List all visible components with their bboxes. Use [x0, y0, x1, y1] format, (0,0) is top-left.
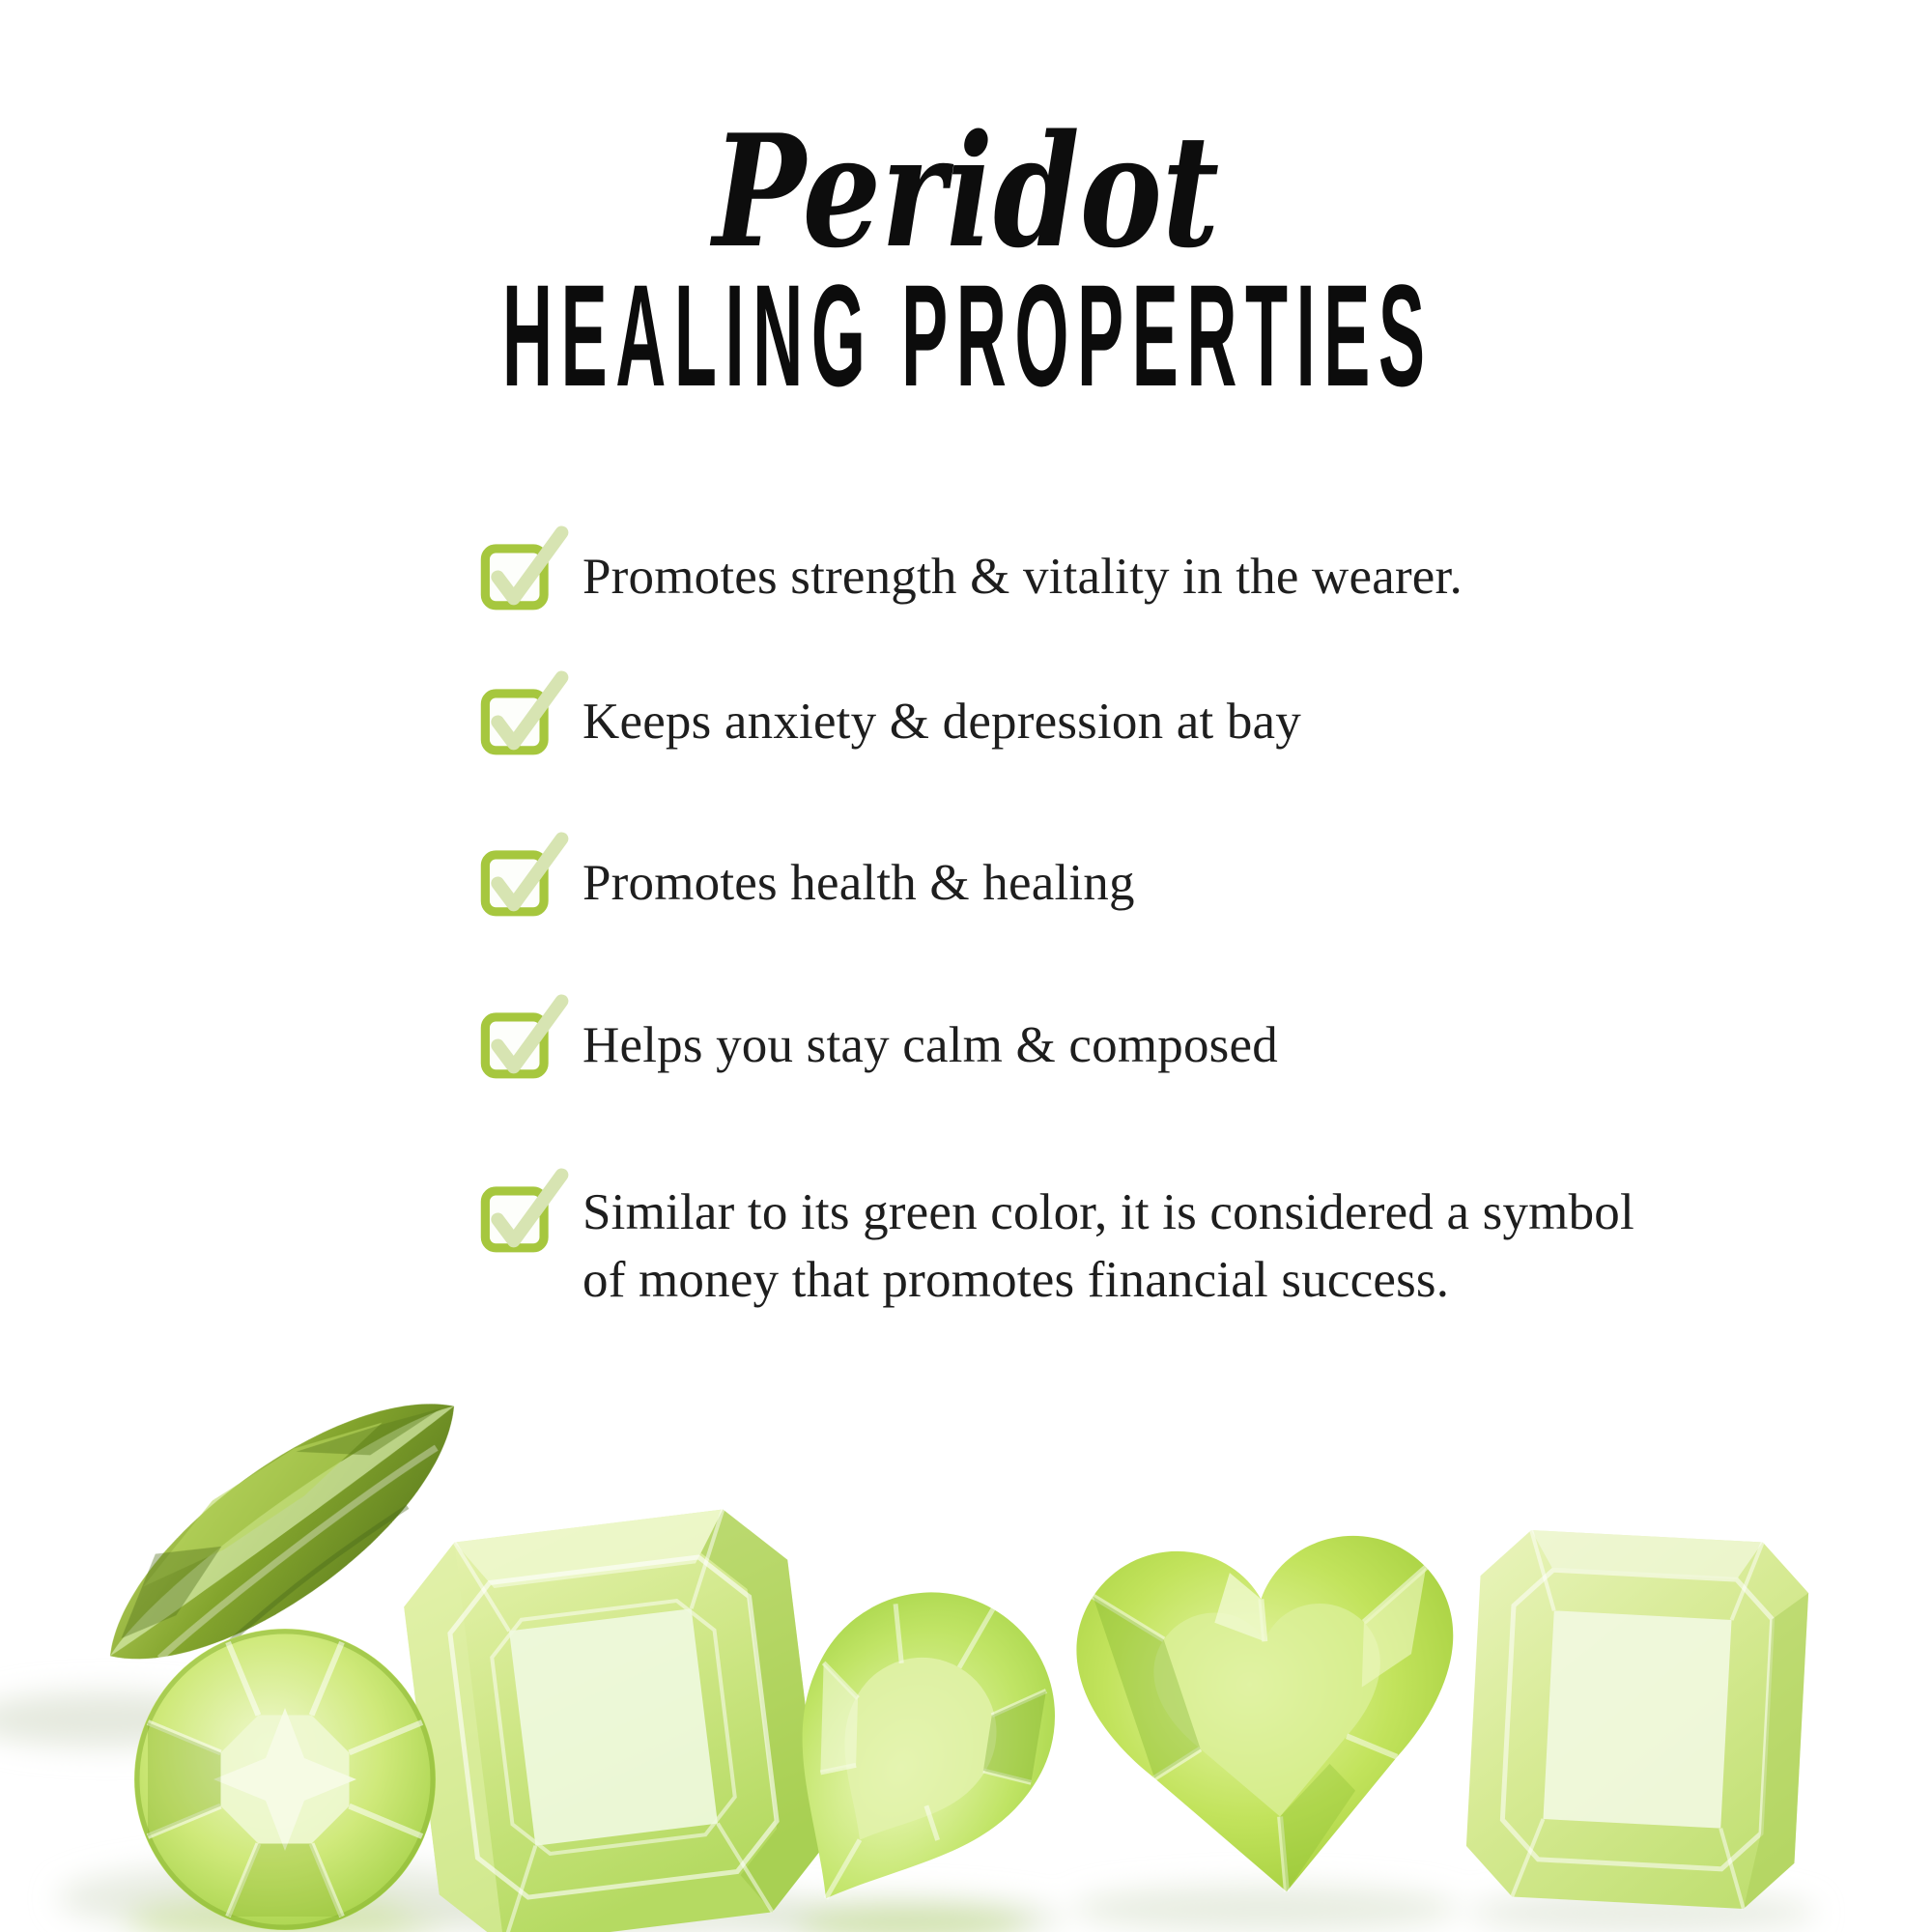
- page-subtitle: HEALING PROPERTIES: [502, 254, 1434, 416]
- gems-photo: [0, 1333, 1932, 1932]
- checkbox-checked-icon: [478, 994, 567, 1083]
- checklist-item-label: Helps you stay calm & composed: [582, 1017, 1278, 1073]
- gem-emerald-cut: [397, 1502, 830, 1932]
- checkbox-checked-icon: [478, 670, 567, 759]
- checkbox-checked-icon: [478, 526, 567, 614]
- checklist-item: [478, 994, 1278, 1083]
- checklist-item: [478, 526, 1463, 614]
- checklist-item-label: Similar to its green color, it is considered a symbol of money that promotes financial success.: [582, 1184, 1634, 1308]
- checklist-item-label: Promotes strength & vitality in the wearer.: [582, 549, 1463, 605]
- checklist-item-label: Keeps anxiety & depression at bay: [582, 694, 1301, 750]
- page-title: Peridot: [712, 100, 1220, 282]
- checklist-item: [478, 670, 1301, 759]
- gem-round: [134, 1629, 436, 1930]
- checkbox-checked-icon: [478, 832, 567, 921]
- checklist-item-label: Promotes health & healing: [582, 855, 1135, 911]
- checklist-item: [478, 832, 1135, 921]
- checkbox-checked-icon: [478, 1168, 567, 1257]
- checklist-item: [478, 1168, 1684, 1314]
- gem-heart: [1068, 1527, 1475, 1908]
- gem-square: [1463, 1527, 1810, 1911]
